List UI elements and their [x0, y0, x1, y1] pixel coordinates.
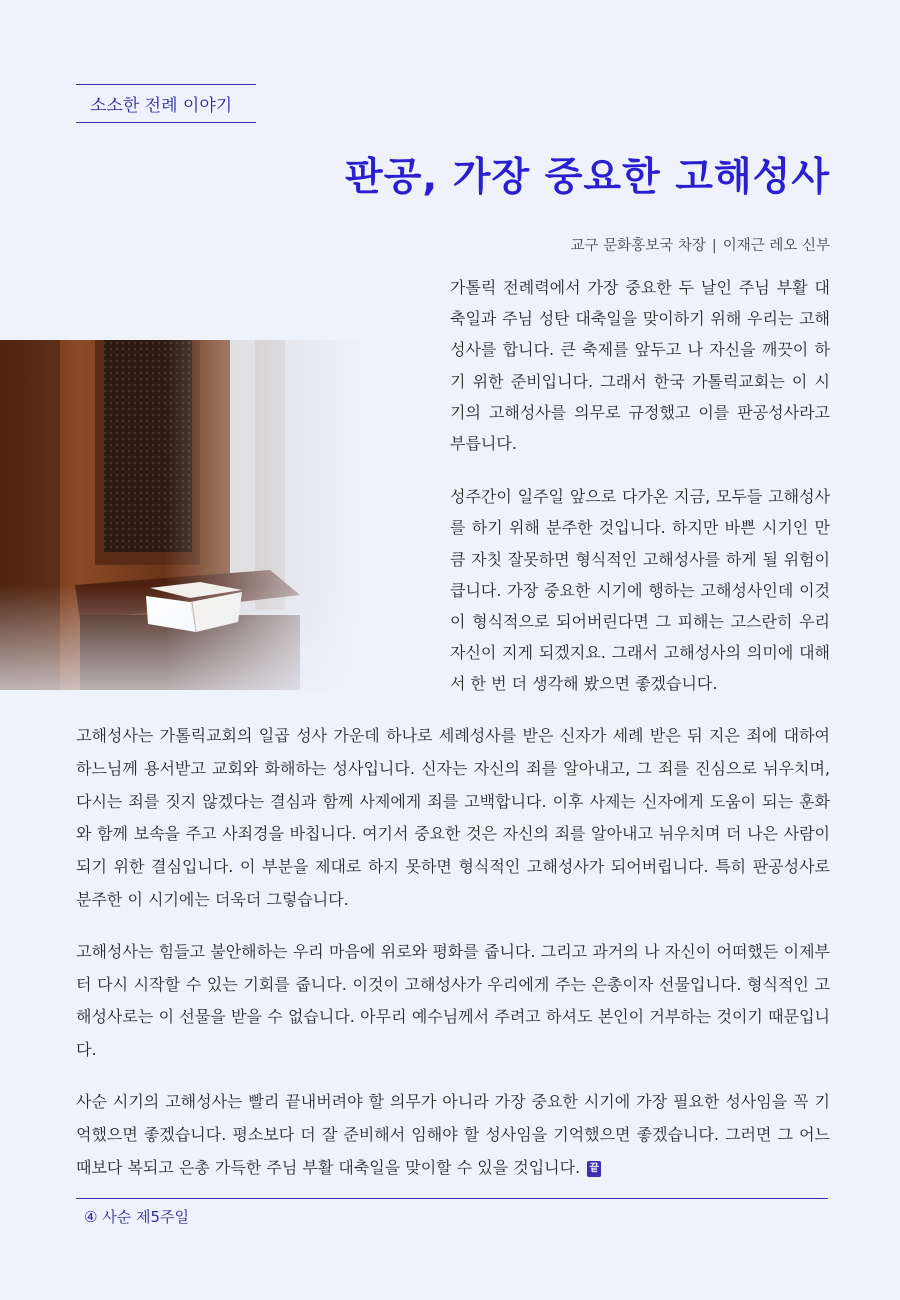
body-paragraph-last	[76, 1086, 830, 1184]
confessional-photo	[0, 340, 366, 690]
end-mark: 끝	[587, 1161, 601, 1177]
body-paragraph: 고해성사는 힘들고 불안해하는 우리 마음에 위로와 평화를 줍니다. 그리고 과거의 나 자신이 어떠했든 이제부터 다시 시작할 수 있는 기회를 줍니다. 이것이 고해성사가 우리에게 주는 은총이자 선물입니다. 형식적인 고해성사로는 이 선물을 받을 수 없습니다. 아무리 예수님께서 주려고 하셔도 본인이 거부하는 것이기 때문입니다.	[76, 941, 830, 1060]
section-tag: 소소한 전례 이야기	[76, 84, 256, 123]
body-paragraph-text: 사순 시기의 고해성사는 빨리 끝내버려야 할 의무가 아니라 가장 중요한 시기에 가장 필요한 성사임을 꼭 기억했으면 좋겠습니다. 평소보다 더 잘 준비해서 임해야 할 성사임을 기억했으면 좋겠습니다. 그러면 그 어느 때보다 복되고 은총 가득한 주님 부활 대축일을 맞이할 수 있을 것입니다.	[76, 1091, 830, 1177]
intro-paragraph: 가톨릭 전례력에서 가장 중요한 두 날인 주님 부활 대축일과 주님 성탄 대축일을 맞이하기 위해 우리는 고해성사를 합니다. 큰 축제를 앞두고 나 자신을 깨끗이 하기 위한 준비입니다. 그래서 한국 가톨릭교회는 이 시기의 고해성사를 의무로 규정했고 이를 판공성사라고 부릅니다.	[450, 278, 830, 453]
body-paragraph: 고해성사는 가톨릭교회의 일곱 성사 가운데 하나로 세례성사를 받은 신자가 세례 받은 뒤 지은 죄에 대하여 하느님께 용서받고 교회와 화해하는 성사입니다. 신자는 자신의 죄를 알아내고, 그 죄를 진심으로 뉘우치며, 다시는 죄를 짓지 않겠다는 결심과 함께 사제에게 죄를 고백합니다. 이후 사제는 신자에게 도움이 되는 훈화와 함께 보속을 주고 사죄경을 바칩니다. 여기서 중요한 것은 자신의 죄를 알아내고 뉘우치며 더 나은 사람이 되기 위한 결심입니다. 이 부분을 제대로 하지 못하면 형식적인 고해성사가 되어버립니다. 특히 판공성사로 분주한 이 시기에는 더욱더 그렇습니다.	[76, 726, 830, 909]
intro-column	[450, 272, 830, 721]
byline-separator: |	[711, 238, 717, 254]
intro-paragraph: 성주간이 일주일 앞으로 다가온 지금, 모두들 고해성사를 하기 위해 분주한 것입니다. 하지만 바쁜 시기인 만큼 자칫 잘못하면 형식적인 고해성사를 하게 될 위험이 큽니다. 가장 중요한 시기에 행하는 고해성사인데 이것이 형식적으로 되어버린다면 그 피해는 고스란히 우리 자신이 지게 되겠지요. 그래서 고해성사의 의미에 대해서 한 번 더 생각해 봤으면 좋겠습니다.	[450, 487, 830, 694]
author-role: 교구 문화홍보국 차장	[570, 238, 706, 254]
page-title: 판공, 가장 중요한 고해성사	[345, 155, 830, 200]
page-footer: ④ 사순 제5주일	[84, 1208, 189, 1226]
author-name: 이재근 레오 신부	[722, 238, 830, 254]
body-column	[76, 720, 830, 1203]
footer-divider	[76, 1198, 828, 1199]
byline	[571, 234, 830, 255]
